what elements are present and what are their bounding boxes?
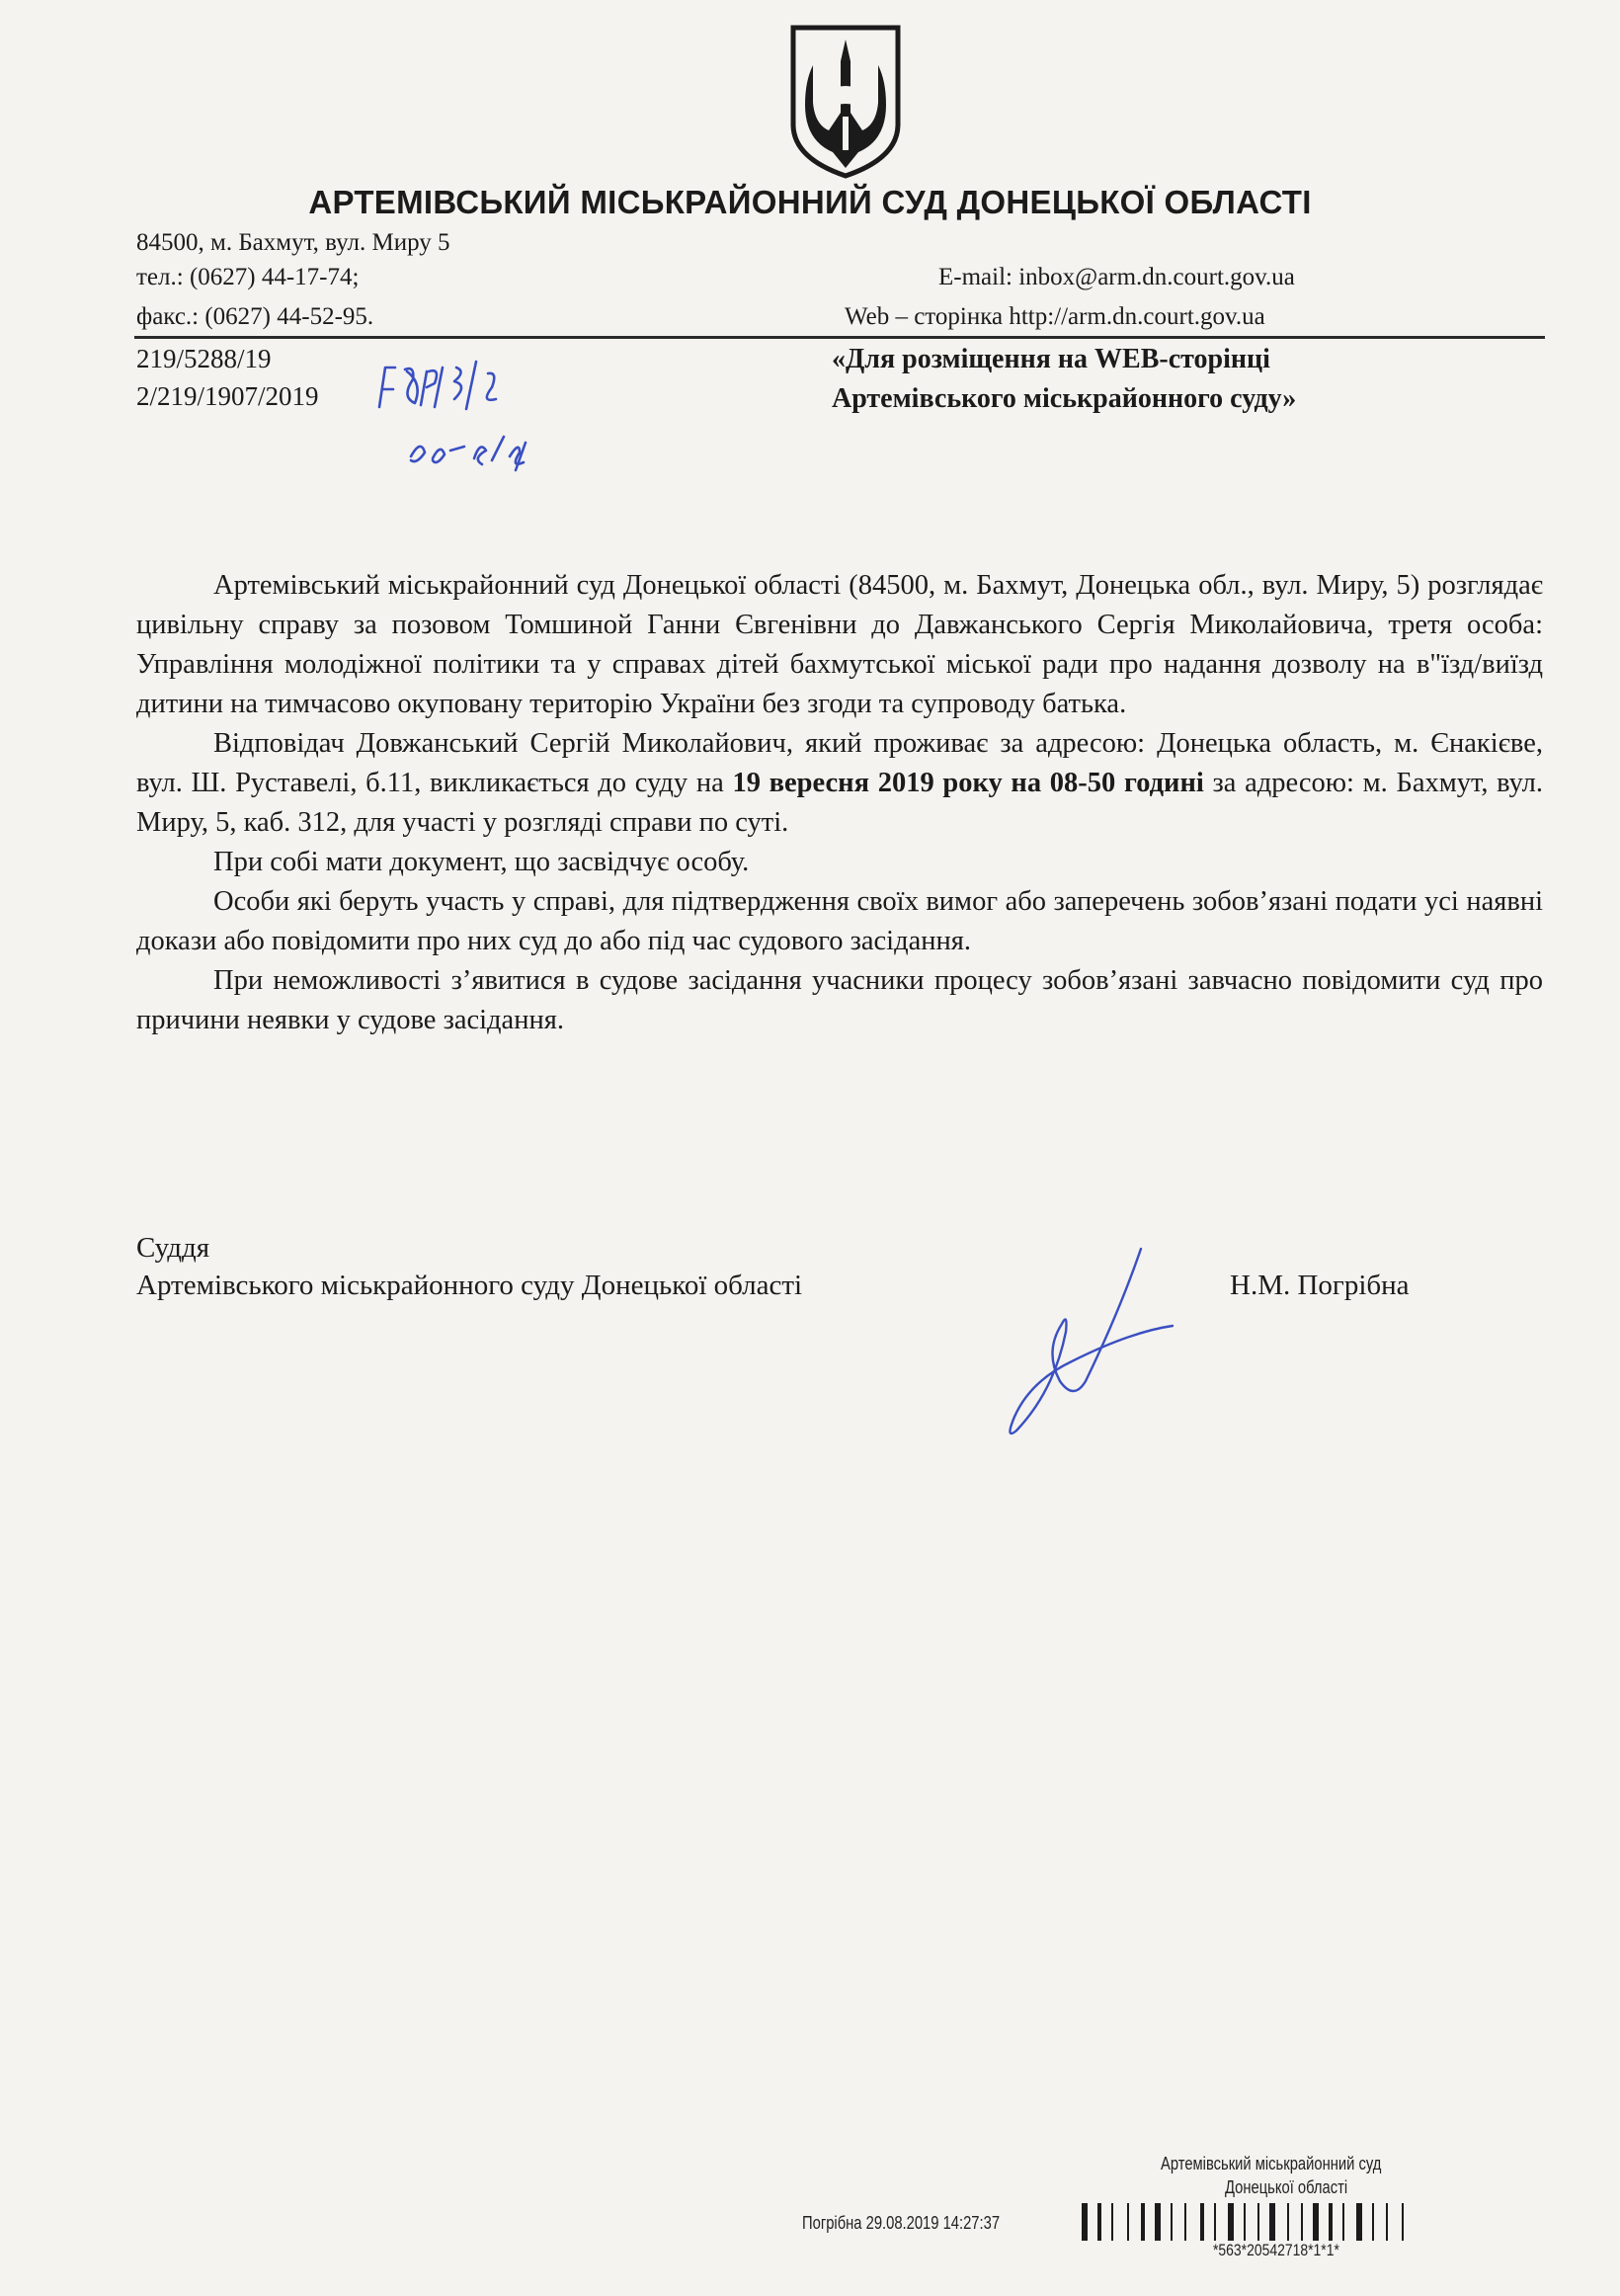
barcode-bar [1141,2203,1145,2241]
barcode-bar [1214,2203,1216,2241]
barcode-bar [1372,2203,1374,2241]
barcode-bar [1329,2203,1333,2241]
barcode-bar [1184,2203,1186,2241]
barcode-bar [1111,2203,1113,2241]
court-website: Web – сторінка http://arm.dn.court.gov.ua [845,303,1265,330]
header-divider [134,336,1545,339]
court-email: E-mail: inbox@arm.dn.court.gov.ua [938,264,1295,290]
paragraph-summons [136,724,1543,843]
summons-text-start: Відповідач Довжанський Сергій Миколайович, який проживає за адресою: Донецька область, м. Єнакієве, вул. Ш. Руставелі, б.11, викликається до суду на [136,728,1543,798]
paragraph-id-document: При собі мати документ, що засвідчує особу. [213,847,750,877]
judge-signature [1003,1243,1220,1445]
court-phone: тел.: (0627) 44-17-74; [136,264,360,290]
signatory-role: Суддя [136,1232,210,1264]
court-address: 84500, м. Бахмут, вул. Миру 5 [136,229,450,256]
barcode-bar [1386,2203,1388,2241]
stamp-registration-time: Погрібна 29.08.2019 14:27:37 [802,2213,1001,2233]
barcode-bar [1301,2203,1303,2241]
web-publication-note-line-2: Артемівського міськрайонного суду» [832,383,1297,414]
barcode-bar [1269,2203,1275,2241]
coat-of-arms-emblem [787,22,904,180]
barcode-bar [1356,2203,1362,2241]
stamp-court-line-2: Донецької області [1225,2177,1348,2197]
barcode-bar [1313,2203,1319,2241]
barcode-bar [1287,2203,1289,2241]
barcode-bar [1127,2203,1129,2241]
barcode-bar [1200,2203,1204,2241]
barcode-bar [1342,2203,1344,2241]
barcode-bar [1171,2203,1173,2241]
barcode-bar [1228,2203,1234,2241]
barcode-bar [1402,2203,1404,2241]
judge-name: Н.М. Погрібна [1230,1270,1410,1301]
paragraph-case-description: Артемівський міськрайонний суд Донецької області (84500, м. Бахмут, Донецька обл., вул. Миру, 5) розглядає цивільну справу за позовом Томшиной Ганни Євгенівни до Давжанського Сергія Миколайовича, третя особа: Управління молодіжної політики та у справах дітей бахмутської міської ради про надання дозволу на в"їзд/виїзд дитини на тимчасово окуповану територію України без згоди та супроводу батька. [136,570,1543,719]
signatory-court: Артемівського міськрайонного суду Донецької області [136,1270,803,1301]
barcode-bar [1257,2203,1259,2241]
stamp-court-line-1: Артемівський міськрайонний суд [1161,2154,1382,2173]
paragraph-evidence: Особи які беруть участь у справі, для підтвердження своїх вимог або заперечень зобов’язані подати усі наявні докази або повідомити про них суд до або під час судового засідання. [136,886,1543,956]
handwritten-registration [371,348,628,481]
barcode-bar [1097,2203,1101,2241]
notice-body [136,566,1543,1040]
court-name-heading: АРТЕМІВСЬКИЙ МІСЬКРАЙОННИЙ СУД ДОНЕЦЬКОЇ ОБЛАСТІ [308,184,1312,220]
court-fax: факс.: (0627) 44-52-95. [136,303,374,330]
paragraph-absence-notice: При неможливості з’явитися в судове засідання учасники процесу зобов’язані завчасно повідомити суд про причини неявки у судове засідання. [136,965,1543,1035]
hearing-date-time: 19 вересня 2019 року на 08-50 годині [732,768,1204,798]
web-publication-note-line-1: «Для розміщення на WEB-сторінці [832,344,1270,374]
barcode-text: *563*20542718*1*1* [1213,2241,1339,2259]
barcode-bar [1155,2203,1161,2241]
summons-text-end: за адресою: м. Бахмут, вул. Миру, 5, каб. 312, для участі у розгляді справи по суті. [136,768,1543,838]
case-number: 219/5288/19 [136,344,272,373]
barcode-bar [1082,2203,1088,2241]
barcode-bar [1244,2203,1246,2241]
document-barcode [1082,2203,1546,2241]
proceeding-number: 2/219/1907/2019 [136,381,319,411]
